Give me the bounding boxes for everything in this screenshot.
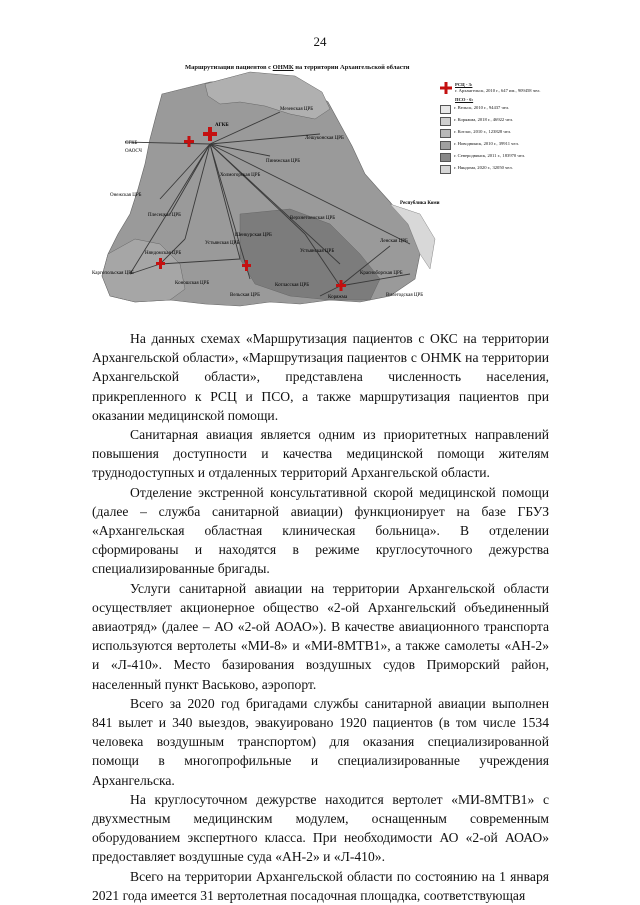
swatch-icon [440,117,451,126]
label-lensk: Ленская ЦРБ [380,239,408,244]
red-cross-icon [440,82,452,94]
legend-item [440,117,565,126]
label-verhtoem: Верхнетоемская ЦРБ [290,216,336,221]
label-ust-vaga: Устьянская ЦРБ [300,249,335,254]
figure-title-post: на территории Архангельской области [295,64,410,71]
paragraph: Санитарная авиация является одним из приоритетных направлений повышения доступности и качества медицинской помощи жителям труднодоступных и отдаленных территорий Архангельской области. [92,427,549,481]
page-number: 24 [313,34,327,49]
paragraph: Услуги санитарной авиации на территории Архангельской области осуществляет акционерное общество «2-ой Архангельский объединенный авиаотряд» (далее – АО «2-ой АОАО»). В качестве авиационного транспорта используются вертолеты «МИ-8» и «МИ-8МТВ1», а также самолеты «АН-2» и «Л-410». Место базирования воздушных судов Приморский район, населенный пункт Васьково, аэропорт. [92,580,549,692]
paragraph: Отделение экстренной консультативной скорой медицинской помощи (далее – служба санитарной авиации) функционирует на базе ГБУЗ «Архангельская областная клиническая больница». В отделении сформированы и находятся в режиме круглосуточного дежурства специализированные бригады. [92,484,549,577]
label-krasnobor: Красноборская ЦРБ [360,271,403,276]
label-primorsk: ОАОСЧ [125,149,142,154]
legend-item [440,105,565,114]
legend-rsc [440,82,565,94]
legend-rsc-head: РСЦ - 3: [455,82,473,87]
legend-item [440,153,565,162]
legend-item [440,141,565,150]
legend-item-label: г. Новодвинск, 2010 г., 39911 чел. [454,140,519,146]
swatch-icon [440,129,451,138]
label-koryazhma: Коряжма [328,295,348,300]
label-konosha: Коношская ЦРБ [175,281,210,286]
label-kargopol: Каргопольская ЦРБ [92,271,134,276]
swatch-icon [440,153,451,162]
figure-title-pre: Маршрутизация пациентов с [185,64,272,71]
label-komi: Республика Коми [400,201,440,206]
map-legend [440,82,565,177]
legend-item-label: г. Няндома, 2020 г., 32050 чел. [454,164,513,170]
label-pinega: Пинежская ЦРБ [266,159,301,164]
paragraph: Всего на территории Архангельской области по состоянию на 1 января 2021 года имеется 31 вертолетная посадочная площадка, соответствующая [92,868,549,903]
label-plesetsk: Плесецкая ЦРБ [148,213,182,218]
onmk-routing-map-figure [90,64,565,314]
figure-title-acronym: ОНМК [272,64,294,71]
label-kotlas: Котласская ЦРБ [275,283,310,288]
legend-item-label: г. Котлас, 2010 г., 123828 чел. [454,128,512,134]
label-velsk: Вельская ЦРБ [230,293,260,298]
label-mezen: Мезенская ЦРБ [280,107,314,112]
label-ustyan: Устьянская ЦРБ [205,241,240,246]
label-kholmog: Холмогорская ЦРБ [220,173,261,178]
label-nyand: Няндомская ЦРБ [145,251,182,256]
legend-pso-head: ПСО - 6: [455,97,474,102]
paragraph: На круглосуточном дежурстве находится вертолет «МИ-8МТВ1» с двухместным медицинским модулем, оснащенным современным оборудованием экспертного класса. При необходимости АО «2-ой АОАО» предоставляет воздушные суда «АН-2» и «Л-410». [92,791,549,865]
legend-item [440,165,565,174]
legend-item-label: г. Вельск, 2010 г., 94437 чел. [454,104,510,110]
label-sev: СГКБ [125,141,138,146]
label-shenkursk: Шенкурская ЦРБ [235,233,272,238]
label-onega: Онежская ЦРБ [110,193,142,198]
label-leshukon: Лешуконская ЦРБ [305,136,344,141]
label-vilegod: Вилегодская ЦРБ [386,293,424,298]
swatch-icon [440,141,451,150]
region-map [90,64,440,314]
legend-rsc-text: г. Архангельск, 2010 г., 647 им., 909458 чел. [455,87,541,93]
legend-item [440,129,565,138]
paragraph: На данных схемах «Маршрутизация пациентов с ОКС на территории Архангельской области», «Маршрутизация пациентов с ОНМК на территории Архангельской области», представлена численность населения, прикрепленного к РСЦ и ПСО, а также маршрутизация пациентов при оказании медицинской помощи. [92,331,549,423]
label-arkh: АГКБ [215,123,229,128]
legend-item-label: г. Северодвинск, 2011 г., 183970 чел. [454,152,526,158]
legend-item-label: г. Коряжма, 2018 г., 46922 чел. [454,116,514,122]
body-text [92,329,549,905]
swatch-icon [440,165,451,174]
swatch-icon [440,105,451,114]
paragraph: Всего за 2020 год бригадами службы санитарной авиации выполнен 841 вылет и 340 выездов, эвакуировано 1920 пациентов (в том числе 1534 человека воздушным транспортом) для оказания специализированной помощи в многопрофильные и специализированные учреждения Архангельска. [92,695,549,788]
